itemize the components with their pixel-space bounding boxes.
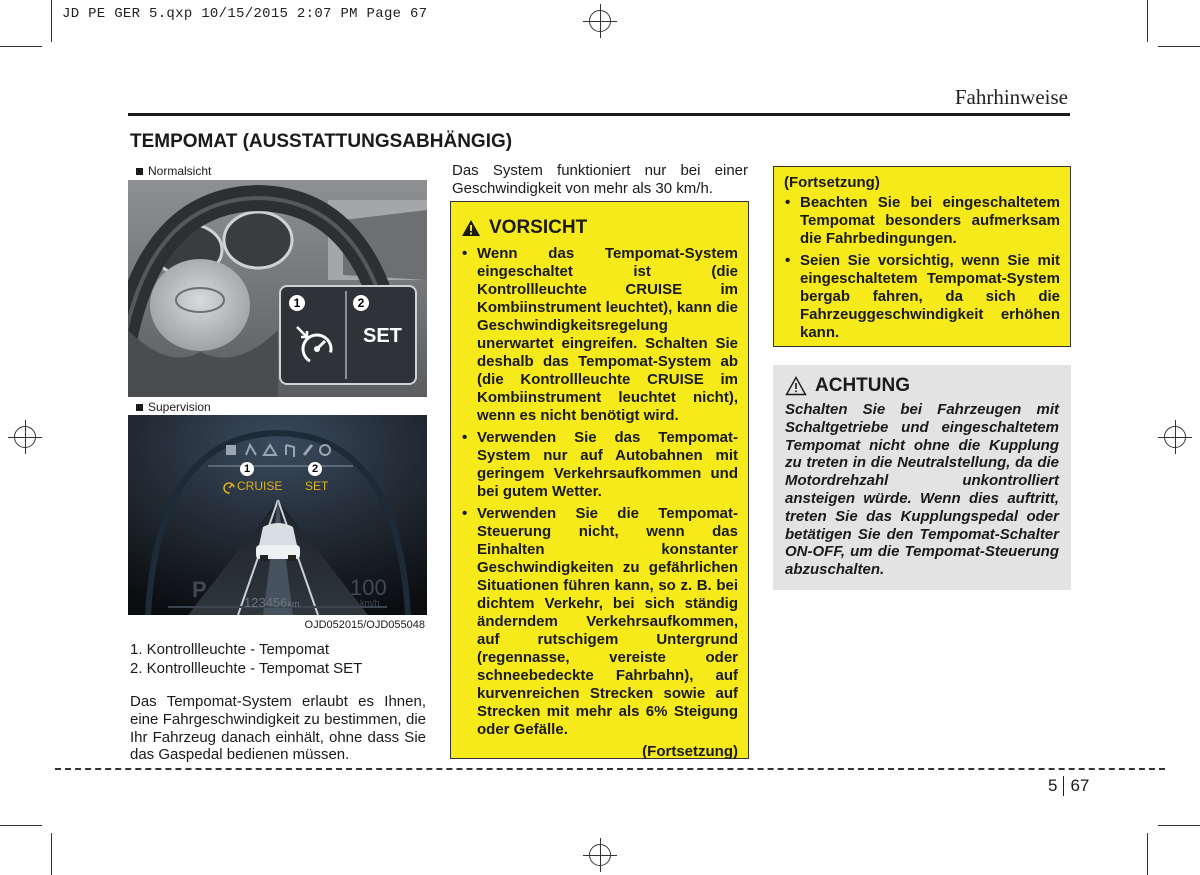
gear-indicator: P	[192, 577, 207, 602]
registration-mark	[1158, 420, 1192, 454]
page-number	[1048, 776, 1089, 796]
cruise-indicator-text: CRUISE	[237, 479, 283, 493]
fortsetzung-header: (Fortsetzung)	[784, 174, 880, 191]
figure-legend	[130, 640, 428, 678]
marker-1: 1	[289, 295, 305, 311]
square-bullet-icon	[136, 404, 143, 411]
registration-mark	[583, 838, 617, 872]
crop-mark	[51, 833, 52, 875]
steering-wheel-photo	[128, 180, 427, 397]
registration-mark	[583, 4, 617, 38]
crop-mark	[1147, 833, 1148, 875]
vorsicht-continued: (Fortsetzung)	[642, 743, 738, 760]
crop-mark	[1147, 0, 1148, 42]
vorsicht-item: • Wenn das Tempomat-System eingeschaltet ist (die Kontrollleuchte CRUISE im Kombiinstrument leuchtet), kann die Geschwindigkeitsregelung unerwartet eingreifen. Schalten Sie deshalb das Tempomat-System ab (die Kontrollleuchte CRUISE im Kombiinstrument leuchtet nicht), wenn es nicht benötigt wird.	[461, 245, 738, 425]
vorsicht-header: VORSICHT	[461, 217, 738, 239]
button-divider	[345, 291, 347, 379]
vorsicht-item: • Verwenden Sie die Tempomat-Steuerung nicht, wenn das Einhalten konstanter Geschwindigkeiten zu gefährlichen Situationen führen kann, so z. B. bei dichtem Verkehr, bei sich ständig änderndem Verkehrsaufkommen, auf rutschigem Untergrund (regennasse, vereiste oder schneebedeckte Fahrbahn), auf kurvenreichen Strecken sowie auf Strecken mit mehr als 6% Steigung oder Gefälle.	[461, 505, 738, 739]
page-number-value: 67	[1070, 776, 1090, 795]
crop-mark	[1158, 46, 1200, 47]
caution-triangle-icon	[785, 376, 807, 396]
crop-mark	[51, 0, 52, 42]
legend-item: 1. Kontrollleuchte - Tempomat	[130, 641, 329, 658]
set-indicator-text: SET	[305, 479, 329, 493]
fortsetzung-box	[773, 166, 1071, 347]
warning-triangle-icon	[461, 219, 481, 237]
vorsicht-item: • Verwenden Sie das Tempomat-System nur auf Autobahnen mit geringem Verkehrsaufkommen und bei gutem Wetter.	[461, 429, 738, 501]
achtung-box	[773, 365, 1071, 590]
crop-mark	[0, 825, 42, 826]
marker-2: 2	[353, 295, 369, 311]
cruise-indicator-icon	[222, 480, 236, 494]
instrument-cluster-image	[128, 415, 427, 615]
header-rule	[128, 113, 1070, 116]
intro-paragraph: Das Tempomat-System erlaubt es Ihnen, eine Fahrgeschwindigkeit zu bestimmen, die Ihr Fahrzeug danach einhält, ohne dass Sie das Gaspedal bedienen müssen.	[130, 693, 426, 764]
crop-mark	[1158, 825, 1200, 826]
achtung-text: Schalten Sie bei Fahrzeugen mit Schaltgetriebe und eingeschaltetem Tempomat nicht ohne die Kupplung zu treten in die Neutralstellung, da die Motordrehzahl unkontrolliert ansteigen würde. Wenn dies auftritt, treten Sie das Kupplungspedal oder betätigen Sie den Tempomat-Schalter ON-OFF, um die Tempomat-Steuerung abzuschalten.	[785, 401, 1059, 579]
registration-mark	[8, 420, 42, 454]
cruise-speedometer-icon	[293, 323, 337, 367]
achtung-header: ACHTUNG	[785, 375, 1059, 397]
marker-1: 1	[240, 462, 254, 476]
system-note: Das System funktioniert nur bei einer Geschwindigkeit von mehr als 30 km/h.	[452, 162, 748, 197]
cruise-control-buttons	[279, 285, 417, 385]
fortsetzung-item: • Seien Sie vorsichtig, wenn Sie mit eingeschaltetem Tempomat-System bergab fahren, da sich die Fahrzeuggeschwindigkeit erhöhen kann.	[784, 252, 1060, 342]
square-bullet-icon	[136, 168, 143, 175]
figure-code: OJD052015/OJD055048	[304, 619, 425, 631]
chapter-title: Fahrhinweise	[954, 85, 1068, 109]
figure-label-normal: Normalsicht	[136, 164, 211, 178]
section-title: TEMPOMAT (AUSSTATTUNGSABHÄNGIG)	[130, 131, 513, 152]
fortsetzung-item: • Beachten Sie bei eingeschaltetem Tempomat besonders aufmerksam die Fahrbedingungen.	[784, 194, 1060, 248]
speed-unit: km/h	[360, 598, 380, 608]
crop-mark	[0, 46, 42, 47]
odometer: 123456km	[244, 595, 300, 610]
vorsicht-list	[461, 245, 738, 739]
marker-2: 2	[308, 462, 322, 476]
legend-item: 2. Kontrollleuchte - Tempomat SET	[130, 660, 363, 677]
print-slug: JD PE GER 5.qxp 10/15/2015 2:07 PM Page 67	[62, 6, 428, 22]
fortsetzung-list	[784, 194, 1060, 342]
figure-label-supervision: Supervision	[136, 400, 211, 414]
page-number-divider	[1063, 776, 1064, 796]
chapter-number: 5	[1048, 776, 1058, 795]
set-button-label: SET	[363, 325, 402, 347]
vorsicht-box	[450, 201, 749, 759]
footer-rule	[55, 768, 1165, 770]
speed-readout: 100	[350, 575, 387, 600]
